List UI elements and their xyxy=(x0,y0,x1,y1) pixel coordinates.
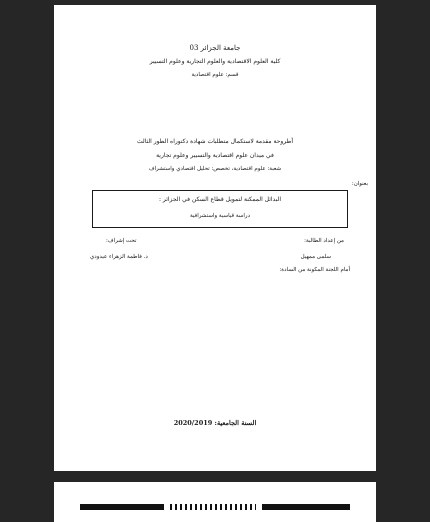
thesis-subtitle: دراسة قياسية واستشرافية xyxy=(189,213,251,219)
branch-specialty: شعبة: علوم اقتصادية، تخصص: تحليل اقتصادي واستشراف xyxy=(148,166,282,172)
title-label: بعنوان: xyxy=(351,181,368,187)
field-of-study: في ميدان علوم اقتصادية والتسيير وعلوم تجارية xyxy=(156,152,274,159)
supervisor-name: د. فاطمة الزهراء عيدودي xyxy=(90,254,148,260)
title-box xyxy=(92,190,348,228)
header-border-right xyxy=(262,504,350,510)
department-name: قسم: علوم اقتصادية xyxy=(191,72,239,78)
next-page-preview xyxy=(54,482,376,522)
header-border-left xyxy=(80,504,164,510)
thesis-title: البدائل الممكنة لتمويل قطاع السكن في الجزائر : xyxy=(158,196,282,203)
student-name: سلمى ممهيل xyxy=(300,254,331,260)
academic-year: السنة الجامعية: 2020/2019 xyxy=(173,419,257,427)
thesis-statement: أطروحة مقدمة لاستكمال متطلبات شهادة دكتوراه الطور الثالث xyxy=(136,138,294,145)
supervisor-label: تحت إشراف: xyxy=(106,238,137,244)
university-name: جامعة الجزائر 03 xyxy=(189,44,241,52)
header-border-pattern xyxy=(170,504,256,510)
student-label: من إعداد الطالبة: xyxy=(304,238,344,244)
faculty-name: كلية العلوم الاقتصادية والعلوم التجارية وعلوم التسيير xyxy=(149,58,281,65)
document-page xyxy=(54,5,376,471)
committee-label: أمام اللجنة المكونة من السادة: xyxy=(279,267,350,273)
